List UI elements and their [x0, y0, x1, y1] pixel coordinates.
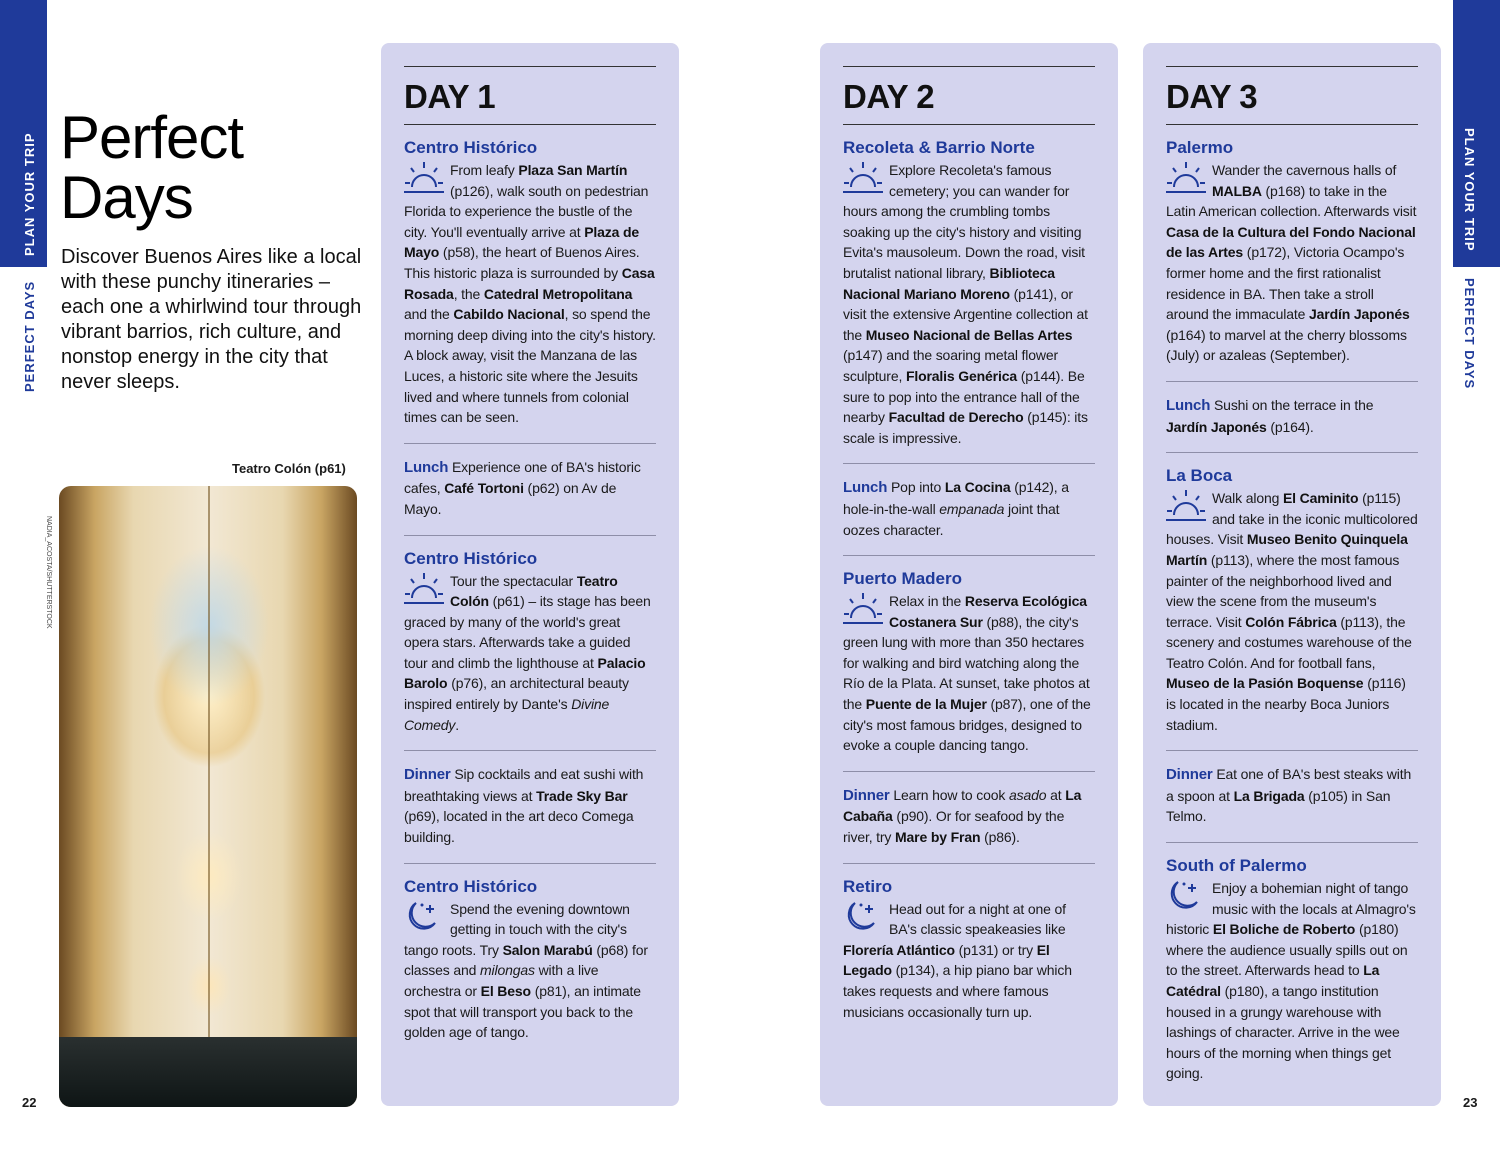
place-name: Jardín Japonés: [1309, 306, 1410, 323]
place-name: Catedral Metropolitana: [483, 285, 633, 302]
text: milongas: [480, 962, 535, 979]
text: (p172), Victoria Ocampo's former home and the first rationalist residence in BA. Then take a stroll around the immaculate: [1166, 244, 1405, 323]
text: (p62) on Av de Mayo.: [404, 480, 617, 517]
dinner-tip: [843, 772, 1095, 864]
text: (p69), located in the art deco Comega building.: [404, 808, 634, 846]
sun-icon: [402, 159, 446, 195]
day-title: DAY 3: [1166, 78, 1258, 115]
text: Sushi on the terrace in the: [1210, 396, 1374, 413]
place-name: Mare by Fran: [895, 829, 981, 846]
place-name: Plaza de Mayo: [404, 223, 640, 261]
text: (p168) to take in the Latin American collection. Afterwards visit: [1166, 182, 1417, 220]
text: (p164).: [1266, 418, 1314, 435]
itinerary-section: [1166, 453, 1418, 751]
meal-label: Dinner: [1166, 766, 1213, 784]
place-name: La Cabaña: [843, 786, 1082, 825]
text: (p61) – its stage has been graced by many of the world's great opera stars. Afterwards take a guided tour and climb the lighthouse at: [404, 593, 651, 671]
sun-icon: [841, 159, 885, 195]
place-name: El Beso: [480, 983, 531, 999]
section-heading: Centro Histórico: [404, 548, 538, 568]
day-1-panel: [381, 43, 679, 1106]
text: Walk along: [1212, 490, 1283, 507]
text: (p76), an architectural beauty inspired entirely by Dante's: [404, 675, 629, 713]
sun-icon: [1164, 487, 1208, 523]
text: (p142), a hole-in-the-wall: [843, 479, 1069, 517]
intro-text: Discover Buenos Aires like a local with these punchy itineraries – each one a whirlwind tour through vibrant barrios, rich culture, and nonstop energy in the city that never sleeps.: [61, 246, 362, 393]
text: Spend the evening downtown getting in touch with the city's tango roots. Try: [404, 900, 630, 958]
text: Eat one of BA's best steaks with a spoon at: [1166, 766, 1412, 804]
dinner-tip: [1166, 751, 1418, 843]
text: asado: [1008, 786, 1047, 803]
chapter-tab-label: PERFECT DAYS: [22, 280, 37, 392]
text: (p68) for classes and: [404, 941, 648, 979]
page-number-right: 23: [1463, 1095, 1478, 1110]
text: , the: [453, 285, 484, 302]
text: (p134), a hip piano bar which takes requests and where famous musicians occasionally turn up.: [843, 962, 1072, 1020]
section-heading: Centro Histórico: [404, 138, 538, 157]
text: (p86).: [980, 829, 1020, 846]
photo-caption: Teatro Colón (p61): [232, 461, 346, 476]
sun-icon: [1164, 159, 1208, 195]
section-tab-label: PLAN YOUR TRIP: [22, 132, 37, 256]
meal-label: Dinner: [843, 786, 890, 804]
place-name: Museo Benito Quinquela Martín: [1166, 531, 1408, 568]
text: Sip cocktails and eat sushi with breathtaking views at: [404, 766, 644, 804]
text: (p81), an intimate spot that will transport you back to the golden age of tango.: [404, 983, 641, 1041]
text: (p147) and the soaring metal flower sculpture,: [843, 347, 1058, 384]
teatro-colon-photo: [59, 486, 357, 1107]
place-name: El Boliche de Roberto: [1212, 921, 1356, 938]
section-heading: Recoleta & Barrio Norte: [843, 138, 1035, 157]
lunch-tip: [404, 444, 656, 536]
meal-label: Lunch: [1166, 396, 1211, 414]
text: Wander the cavernous halls of: [1212, 162, 1397, 178]
text: joint that oozes character.: [843, 500, 1060, 538]
text: (p164) to marvel at the cherry blossoms (July) or azaleas (September).: [1166, 326, 1407, 364]
place-name: Museo de la Pasión Boquense: [1166, 675, 1364, 692]
text: empanada: [939, 500, 1005, 517]
itinerary-section: [404, 125, 656, 444]
place-name: Casa Rosada: [404, 264, 655, 302]
sun-icon: [402, 570, 446, 606]
place-name: Reserva Ecológica Costanera Sur: [889, 593, 1087, 630]
place-name: La Brigada: [1233, 787, 1305, 804]
text: (p131) or try: [954, 941, 1037, 958]
text: and the: [404, 306, 454, 323]
place-name: Colón Fábrica: [1245, 613, 1337, 630]
place-name: El Caminito: [1282, 490, 1359, 507]
text: (p58), the heart of Buenos Aires. This historic plaza is surrounded by: [404, 244, 640, 281]
itinerary-section: [843, 864, 1095, 1038]
place-name: Facultad de Derecho: [888, 409, 1024, 426]
text: Enjoy a bohemian night of tango music with the locals at Almagro's historic: [1166, 880, 1416, 938]
text: (p113), the scenery and costumes warehouse of the Teatro Colón. And for football fans,: [1166, 613, 1412, 671]
meal-label: Lunch: [843, 479, 888, 497]
lunch-tip: [1166, 382, 1418, 453]
text: (p116) is located in the nearby Boca Juniors stadium.: [1166, 675, 1406, 733]
place-name: Palacio Barolo: [404, 654, 646, 692]
moon-icon: [841, 898, 885, 934]
text: Experience one of BA's historic cafes,: [404, 458, 641, 497]
moon-icon: [402, 898, 446, 934]
itinerary-section: [1166, 125, 1418, 382]
place-name: Puente de la Mujer: [865, 696, 987, 713]
itinerary-section: [404, 864, 656, 1058]
place-name: Plaza San Martín: [518, 162, 628, 178]
sun-icon: [841, 590, 885, 626]
meal-label: Dinner: [404, 766, 451, 784]
text: Tour the spectacular: [450, 572, 577, 589]
section-heading: South of Palermo: [1166, 856, 1307, 876]
text: Learn how to cook: [889, 786, 1009, 803]
lunch-tip: [843, 464, 1095, 556]
text: .: [455, 716, 459, 733]
text: Relax in the: [889, 593, 965, 610]
text: , so spend the morning deep diving into the city's history. A block away, visit the Manzana de las Luces, a historic site where the Jesuits lived and where tunnels from colonial times can be seen.: [404, 306, 656, 426]
page-title: Perfect Days: [60, 104, 244, 231]
text: (p113), where the most famous painter of the neighborhood lived and view the scene from the museum's terrace. Visit: [1166, 551, 1400, 630]
place-name: Trade Sky Bar: [536, 787, 628, 804]
text: at: [1046, 786, 1066, 803]
text: (p144). Be sure to pop into the entrance hall of the nearby: [843, 367, 1085, 426]
moon-icon: [1164, 877, 1208, 913]
text: (p88), the city's green lung with more than 350 hectares for walking and bird watching along the Río de la Plata. At sunset, take photos at the: [843, 613, 1090, 713]
section-heading: La Boca: [1166, 466, 1233, 486]
place-name: MALBA: [1212, 182, 1262, 199]
text: with a live orchestra or: [404, 962, 599, 999]
day-2-panel: [820, 43, 1118, 1106]
text: (p115) and take in the iconic multicolored houses. Visit: [1166, 490, 1418, 548]
place-name: El Legado: [843, 941, 1050, 979]
day-title: DAY 1: [404, 78, 496, 115]
section-heading: Centro Histórico: [404, 876, 538, 896]
place-name: La Cocina: [944, 479, 1011, 496]
place-name: Florería Atlántico: [843, 941, 955, 958]
chapter-tab-label-right: PERFECT DAYS: [1462, 278, 1477, 390]
place-name: Teatro Colón: [450, 572, 618, 610]
meal-label: Lunch: [404, 458, 449, 476]
text: (p180) where the audience usually spills out on to the street. Afterwards head to: [1166, 921, 1408, 979]
place-name: Biblioteca Nacional Mariano Moreno: [843, 264, 1055, 302]
section-heading: Puerto Madero: [843, 569, 963, 589]
photo-credit: NADIA_ACOSTA/SHUTTERSTOCK: [45, 516, 52, 629]
text: (p90). Or for seafood by the river, try: [843, 808, 1065, 846]
text: (p126), walk south on pedestrian Florida to experience the bustle of the city. You'll eventually arrive at: [404, 182, 649, 240]
text: Head out for a night at one of BA's classic speakeasies like: [889, 900, 1066, 938]
text: (p87), one of the city's most famous bridges, designed to evoke a couple dancing tango.: [843, 696, 1091, 754]
section-tab-label-right: PLAN YOUR TRIP: [1462, 128, 1477, 252]
place-name: Café Tortoni: [444, 480, 524, 497]
text: (p145): its scale is impressive.: [843, 409, 1088, 446]
day-title: DAY 2: [843, 78, 935, 115]
day-3-panel: [1143, 43, 1441, 1106]
text: Divine Comedy: [404, 696, 610, 733]
text: Pop into: [887, 479, 945, 496]
place-name: Museo Nacional de Bellas Artes: [865, 326, 1073, 343]
section-heading: Palermo: [1166, 138, 1234, 157]
place-name: Casa de la Cultura del Fondo Nacional de las Artes: [1166, 223, 1416, 261]
text: (p141), or visit the extensive Argentine collection at the: [843, 285, 1088, 343]
text: Explore Recoleta's famous cemetery; you can wander for hours among the crumbling tombs soaking up the city's history and visiting Evita's mausoleum. Down the road, visit brutalist national library,: [843, 162, 1085, 281]
section-heading: Retiro: [843, 876, 893, 896]
text: (p105) in San Telmo.: [1166, 787, 1391, 825]
place-name: Salon Marabú: [502, 941, 593, 958]
place-name: Cabildo Nacional: [453, 306, 565, 323]
text: (p180), a tango institution housed in a grungy warehouse with lashings of character. Arrive in the wee hours of the morning when things get going.: [1166, 983, 1400, 1082]
dinner-tip: [404, 751, 656, 863]
itinerary-section: [1166, 843, 1418, 1099]
itinerary-section: [404, 536, 656, 752]
itinerary-section: [843, 125, 1095, 464]
page-number-left: 22: [22, 1095, 37, 1110]
itinerary-section: [843, 556, 1095, 772]
place-name: Floralis Genérica: [905, 367, 1017, 384]
place-name: Jardín Japonés: [1166, 418, 1267, 435]
text: From leafy: [450, 162, 519, 178]
place-name: La Catédral: [1166, 962, 1380, 999]
